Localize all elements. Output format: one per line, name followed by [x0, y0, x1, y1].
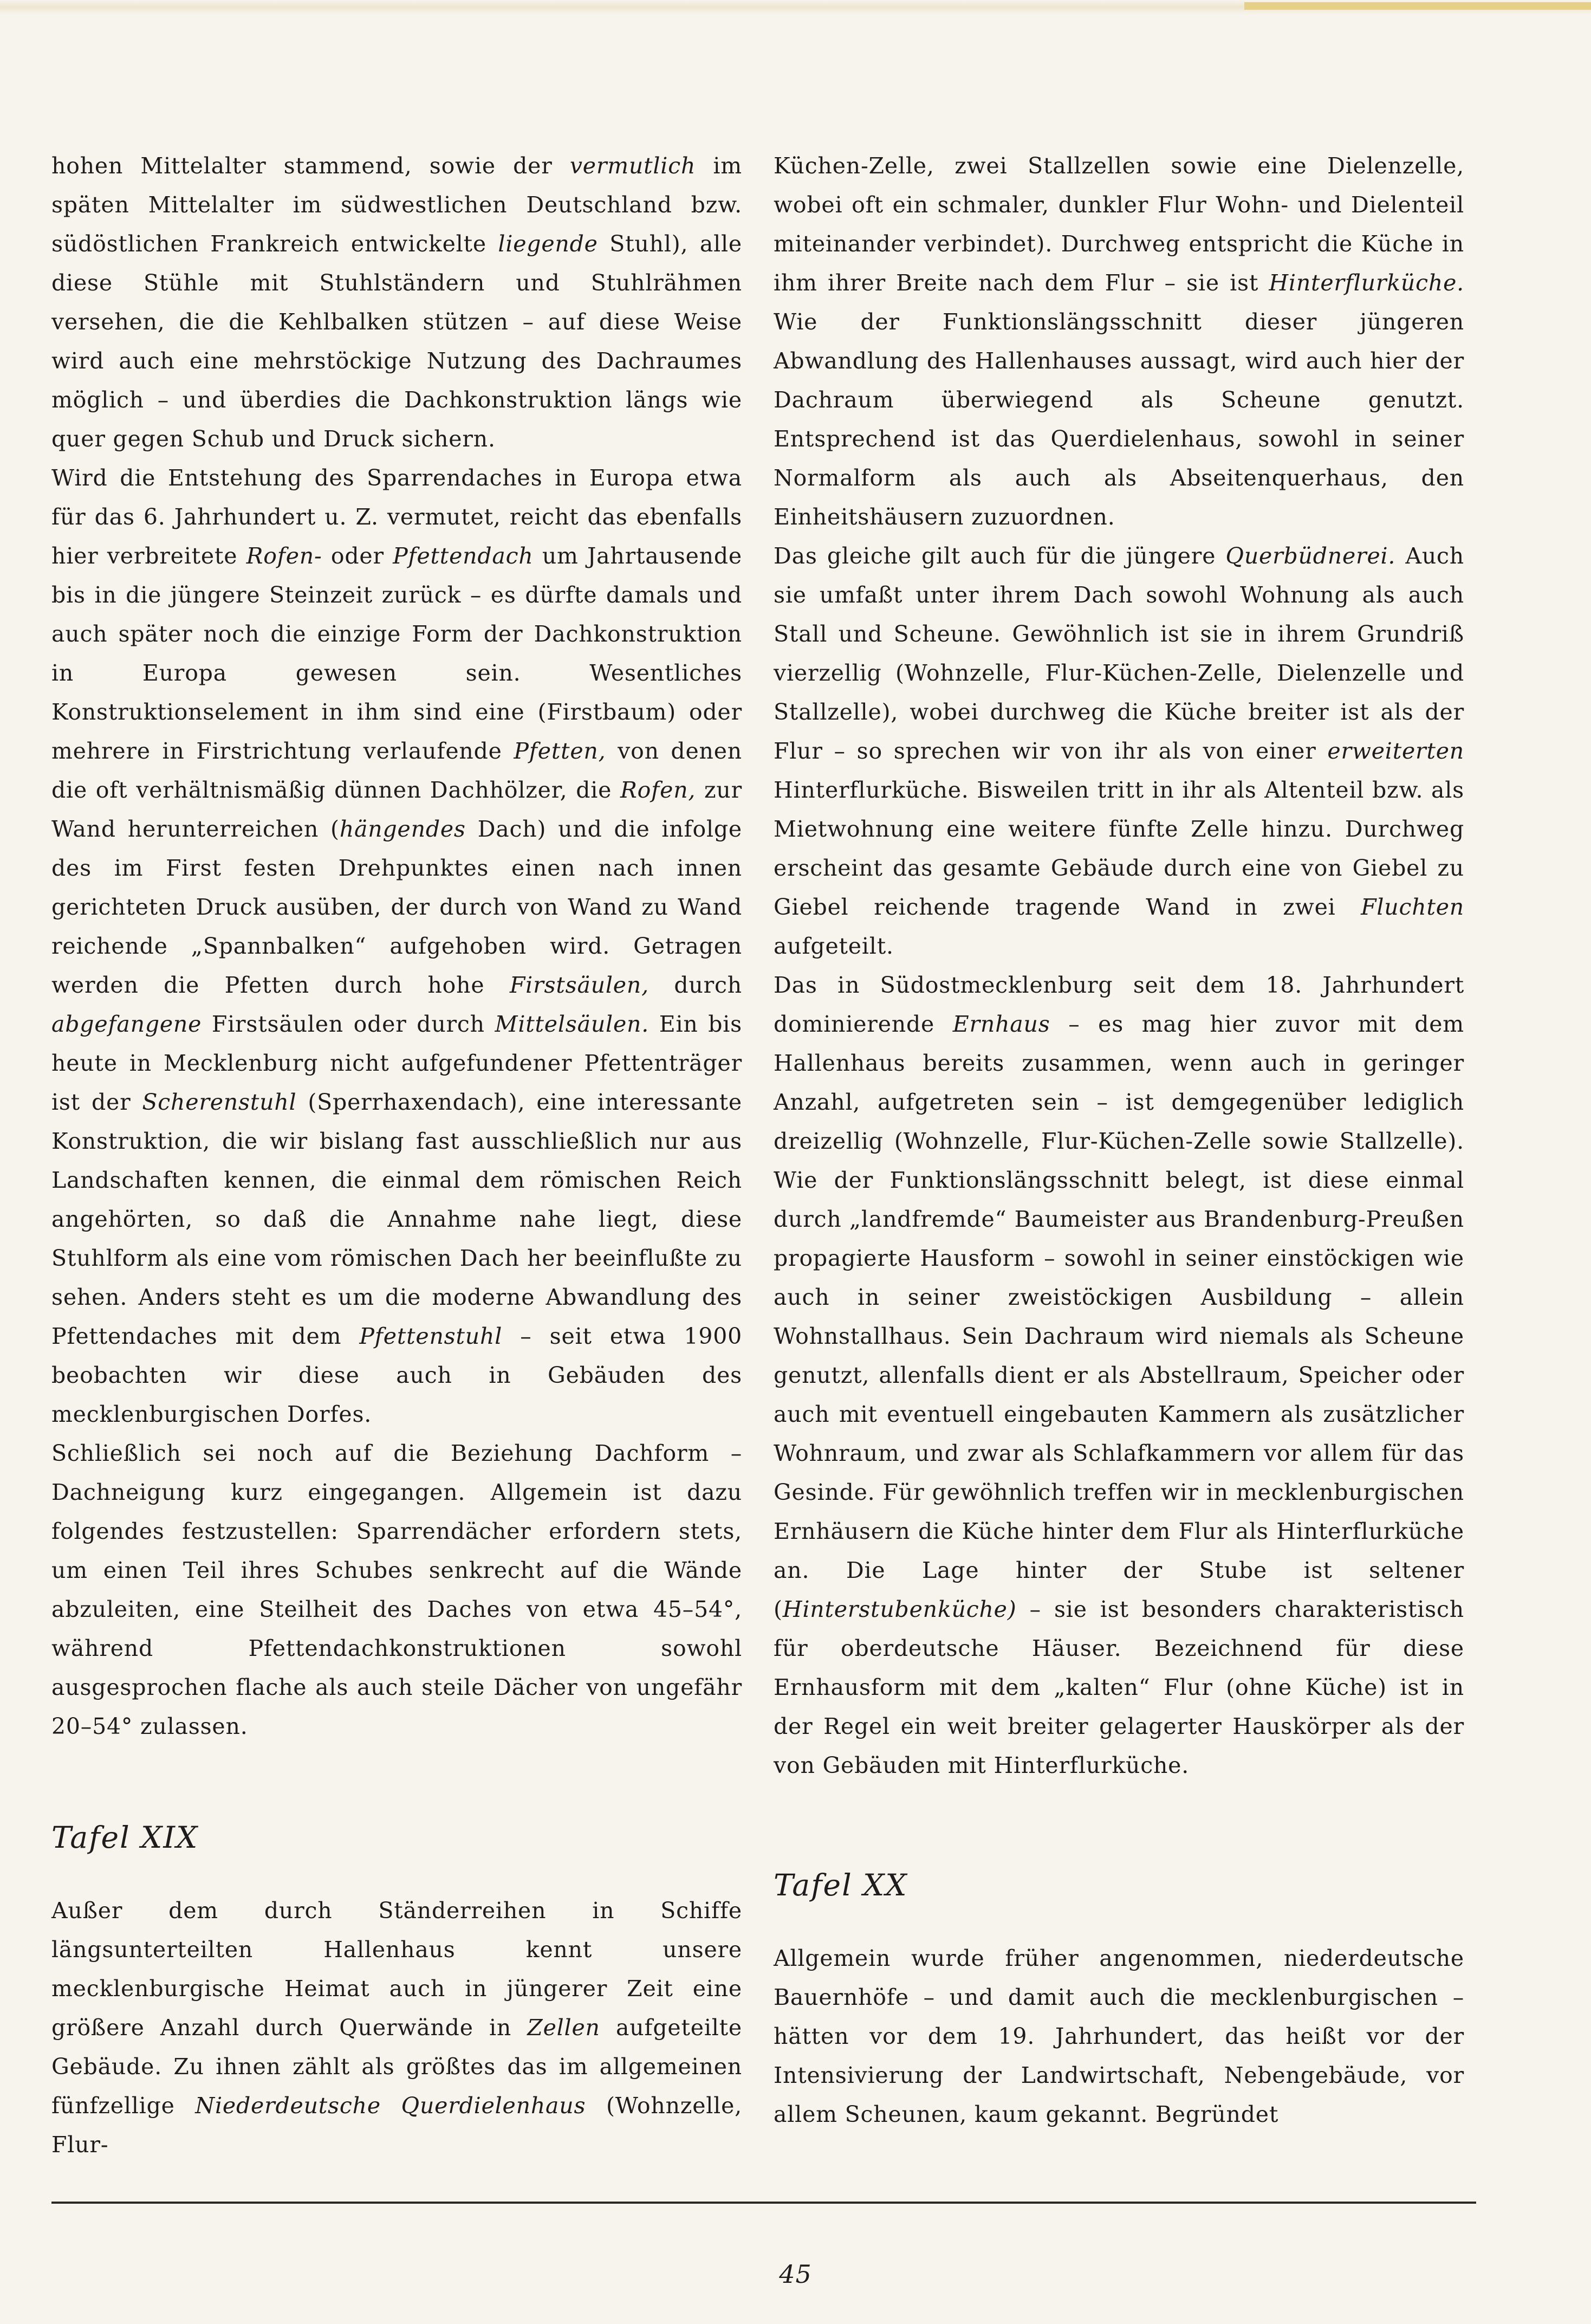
emphasis-text: Querbüdnerei.: [1225, 543, 1396, 569]
emphasis-text: hängendes: [339, 816, 466, 842]
section-heading: Tafel XX: [774, 1868, 908, 1902]
paragraph: hohen Mittelalter stammend, sowie der vermutlich im späten Mittelalter im südwestlichen Deutschland bzw. südöstlichen Frankreich entwickelte liegende Stuhl), alle diese Stühle mit Stuhlständern und Stuhlrähmen versehen, die die Kehlbalken stützen – auf diese Weise wird auch eine mehrstöckige Nutzung des Dachraumes möglich – und überdies die Dachkonstruktion längs wie quer gegen Schub und Druck sichern.: [51, 153, 742, 452]
page-number: 45: [779, 2260, 812, 2289]
paragraph: Wird die Entstehung des Sparrendaches in Europa etwa für das 6. Jahrhundert u. Z. vermutet, reicht das ebenfalls hier verbreitete Rofen- oder Pfettendach um Jahrtausende bis in die jüngere Steinzeit zurück – es dürfte damals und auch später noch die einzige Form der Dachkonstruktion in Europa gewesen sein. Wesentliches Konstruktionselement in ihm sind eine (Firstbaum) oder mehrere in Firstrichtung verlaufende Pfetten, von denen die oft verhältnismäßig dünnen Dachhölzer, die Rofen, zur Wand herunterreichen (hängendes Dach) und die infolge des im First festen Drehpunktes einen nach innen gerichteten Druck ausüben, der durch von Wand zu Wand reichende „Spannbalken“ aufgehoben wird. Getragen werden die Pfetten durch hohe Firstsäulen, durch abgefangene Firstsäulen oder durch Mittelsäulen. Ein bis heute in Mecklenburg nicht aufgefundener Pfettenträger ist der Scherenstuhl (Sperrhaxendach), eine interessante Konstruktion, die wir bislang fast ausschließlich nur aus Landschaften kennen, die einmal dem römischen Reich angehörten, so daß die Annahme nahe liegt, diese Stuhlform als eine vom römischen Dach her beeinflußte zu sehen. Anders steht es um die moderne Abwandlung des Pfettendaches mit dem Pfettenstuhl – seit etwa 1900 beobachten wir diese auch in Gebäuden des mecklenburgischen Dorfes.: [51, 465, 743, 1427]
emphasis-text: liegende: [498, 231, 598, 257]
emphasis-text: Pfettendach: [393, 543, 534, 569]
paragraph: Das gleiche gilt auch für die jüngere Querbüdnerei. Auch sie umfaßt unter ihrem Dach sowohl Wohnung als auch Stall und Scheune. Gewöhnlich ist sie in ihrem Grundriß vierzellig (Wohnzelle, Flur-Küchen-Zelle, Dielenzelle und Stallzelle), wobei durchweg die Küche breiter ist als der Flur – so sprechen wir von ihr als von einer erweiterten Hinterflurküche. Bisweilen tritt in ihr als Altenteil bzw. als Mietwohnung eine weitere fünfte Zelle hinzu. Durchweg erscheint das gesamte Gebäude durch eine von Giebel zu Giebel reichende tragende Wand in zwei Fluchten aufgeteilt.: [774, 543, 1464, 959]
emphasis-text: Hinterflurküche.: [1269, 270, 1464, 296]
emphasis-text: Firstsäulen,: [509, 972, 649, 998]
emphasis-text: Pfettenstuhl: [359, 1323, 503, 1349]
emphasis-text: Rofen,: [620, 777, 696, 803]
emphasis-text: Scherenstuhl: [142, 1089, 297, 1115]
emphasis-text: Rofen-: [246, 543, 322, 569]
emphasis-text: erweiterten: [1327, 738, 1464, 764]
footer-rule: [51, 2202, 1476, 2204]
emphasis-text: Niederdeutsche Querdielenhaus: [195, 2093, 586, 2119]
emphasis-text: Hinterstubenküche): [782, 1596, 1017, 1622]
paragraph: Allgemein wurde früher angenommen, niederdeutsche Bauernhöfe – und damit auch die mecklenburgischen – hätten vor dem 19. Jahrhundert, das heißt vor der Intensivierung der Landwirtschaft, Nebengebäude, vor allem Scheunen, kaum gekannt. Begründet: [774, 1945, 1464, 2127]
section-heading: Tafel XIX: [51, 1820, 199, 1855]
emphasis-text: Zellen: [527, 2015, 600, 2041]
emphasis-text: Ernhaus: [952, 1011, 1050, 1037]
paragraph: Schließlich sei noch auf die Beziehung Dachform – Dachneigung kurz eingegangen. Allgemein ist dazu folgendes festzustellen: Sparrendächer erfordern stets, um einen Teil ihres Schubes senkrecht auf die Wände abzuleiten, eine Steilheit des Daches von etwa 45–54°, während Pfettendachkonstruktionen sowohl ausgesprochen flache als auch steile Dächer von ungefähr 20–54° zulassen.: [51, 1440, 742, 1739]
paragraph: Außer dem durch Ständerreihen in Schiffe längsunterteilten Hallenhaus kennt unsere mecklenburgische Heimat auch in jüngerer Zeit eine größere Anzahl durch Querwände in Zellen aufgeteilte Gebäude. Zu ihnen zählt als größtes das im allgemeinen fünfzellige Niederdeutsche Querdielenhaus (Wohnzelle, Flur-: [51, 1898, 742, 2158]
paragraph: Das in Südostmecklenburg seit dem 18. Jahrhundert dominierende Ernhaus – es mag hier zuvor mit dem Hallenhaus bereits zusammen, wenn auch in geringer Anzahl, aufgetreten sein – ist demgegenüber lediglich dreizellig (Wohnzelle, Flur-Küchen-Zelle sowie Stallzelle). Wie der Funktionslängsschnitt belegt, ist diese einmal durch „landfremde“ Baumeister aus Brandenburg-Preußen propagierte Hausform – sowohl in seiner einstöckigen wie auch in seiner zweistöckigen Ausbildung – allein Wohnstallhaus. Sein Dachraum wird niemals als Scheune genutzt, allenfalls dient er als Abstellraum, Speicher oder auch mit eventuell eingebauten Kammern als zusätzlicher Wohnraum, und zwar als Schlafkammern vor allem für das Gesinde. Für gewöhnlich treffen wir in mecklenburgischen Ernhäusern die Küche hinter dem Flur als Hinterflurküche an. Die Lage hinter der Stube ist seltener (Hinterstubenküche) – sie ist besonders charakteristisch für oberdeutsche Häuser. Bezeichnend für diese Ernhausform mit dem „kalten“ Flur (ohne Küche) ist in der Regel ein weit breiter gelagerter Hauskörper als der von Gebäuden mit Hinterflurküche.: [774, 972, 1464, 1778]
emphasis-text: abgefangene: [51, 1011, 202, 1037]
emphasis-text: Fluchten: [1361, 894, 1464, 920]
paragraph: Küchen-Zelle, zwei Stallzellen sowie eine Dielenzelle, wobei oft ein schmaler, dunkler Flur Wohn- und Dielenteil miteinander verbindet). Durchweg entspricht die Küche in ihm ihrer Breite nach dem Flur – sie ist Hinterflurküche. Wie der Funktionslängsschnitt dieser jüngeren Abwandlung des Hallenhauses aussagt, wird auch hier der Dachraum überwiegend als Scheune genutzt. Entsprechend ist das Querdielenhaus, sowohl in seiner Normalform als auch als Abseitenquerhaus, den Einheitshäusern zuzuordnen.: [774, 153, 1464, 530]
emphasis-text: Pfetten,: [514, 738, 606, 764]
right-column: [774, 146, 1464, 2134]
top-edge-accent: [1244, 2, 1591, 10]
emphasis-text: vermutlich: [569, 153, 696, 179]
emphasis-text: Mittelsäulen.: [495, 1011, 650, 1037]
left-column: [51, 146, 742, 2164]
